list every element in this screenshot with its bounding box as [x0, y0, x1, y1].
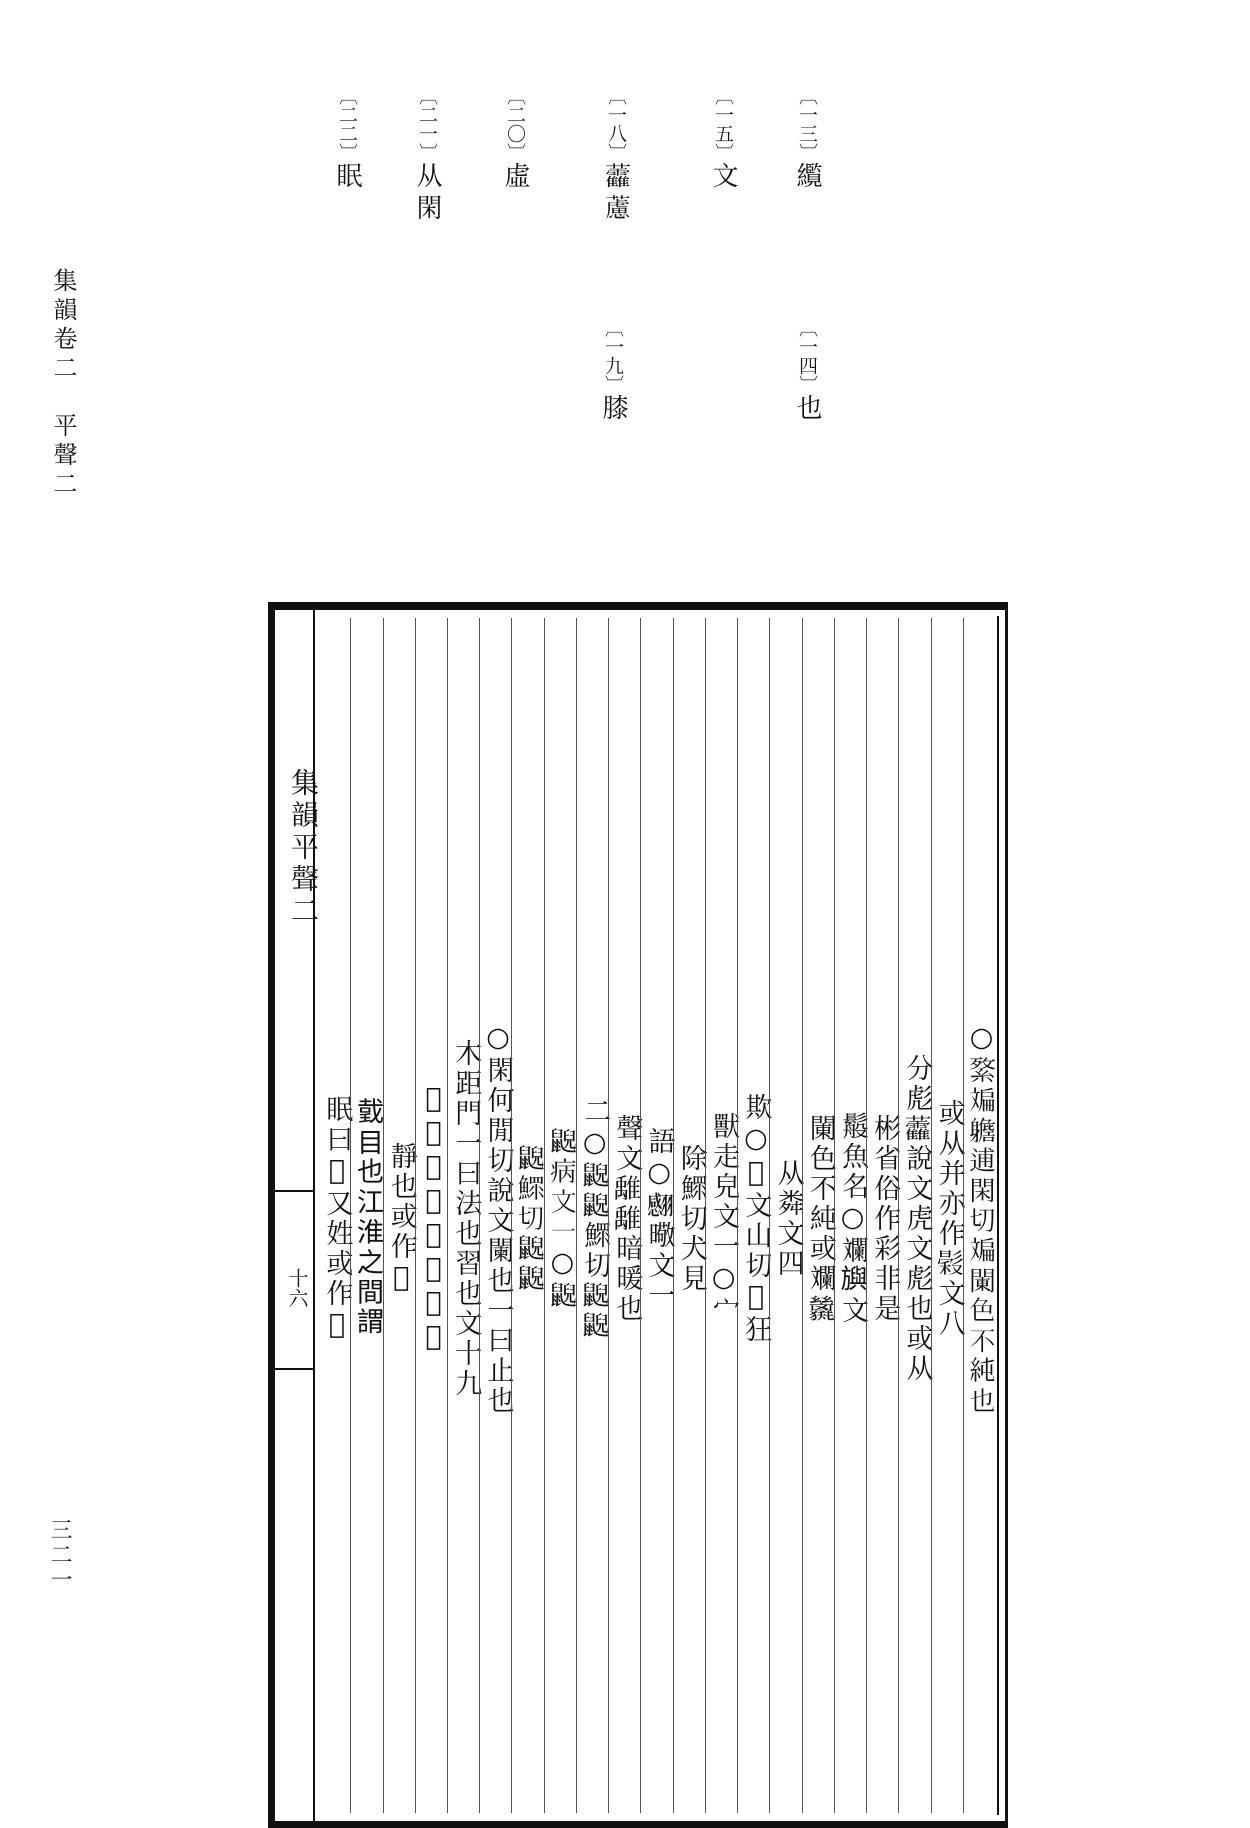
- fold-mark: [275, 1368, 315, 1370]
- column-text: 分彪𧆑說文虎文彪也或从: [901, 1053, 933, 1384]
- note-number: 〔二一〕: [416, 86, 438, 162]
- text-column: [383, 618, 415, 1813]
- column-text: 眠曰𥇆又姓或作𥇆: [321, 1094, 353, 1343]
- note-22: [329, 86, 366, 194]
- text-column: [415, 618, 450, 1813]
- fold-margin: [275, 610, 320, 1821]
- text-column: [898, 618, 933, 1813]
- column-text: 𢧜目也江淮之間謂: [353, 1098, 385, 1339]
- column-text: 𢘝𢘝說文愉也一曰: [418, 1082, 450, 1355]
- note-13: [789, 86, 826, 194]
- text-column: [673, 618, 705, 1813]
- column-text: 𪕨鰥切𪕨𪕨: [514, 1143, 546, 1294]
- note-text: 文: [708, 162, 738, 194]
- column-text: 語○𦒝曔文一: [643, 1126, 675, 1311]
- page-number: 三二一: [47, 1518, 72, 1593]
- note-text: 也: [792, 394, 822, 426]
- column-text: 木距門一曰法也習也文十九: [450, 1038, 482, 1399]
- note-text: 虛: [500, 162, 530, 194]
- column-text: 欺○𤝋文山切𤝋狂: [740, 1092, 772, 1345]
- text-column: [705, 618, 740, 1813]
- column-text: 靜也或作𢘝: [385, 1141, 417, 1296]
- text-column: [608, 618, 643, 1813]
- column-text: 从粦文四: [772, 1158, 804, 1279]
- column-text: 䦨色不純或斕𢇖: [804, 1113, 836, 1324]
- note-19: [595, 318, 632, 426]
- fold-mark: [275, 1190, 315, 1192]
- column-text: 二○𪕨𪕨鰥切𪕨𪕨: [579, 1096, 611, 1341]
- text-column: [963, 618, 995, 1813]
- column-text: 𪕨病文一○𪕨: [546, 1126, 578, 1311]
- text-column: [769, 618, 804, 1813]
- column-text: 聲文𩀌𩀌暗暖也: [611, 1113, 643, 1324]
- note-number: 〔一五〕: [712, 86, 734, 162]
- column-text: ○閑何閒切說文闌也一曰止也: [482, 1021, 514, 1416]
- note-number: 〔一四〕: [796, 318, 818, 394]
- fold-leaf-number: 十六: [285, 1268, 309, 1308]
- note-15: [705, 86, 742, 194]
- note-number: 〔一八〕: [605, 86, 627, 162]
- column-text: ○𦁘斒𨊗逋閑切斒䦨色不純也: [966, 1021, 997, 1416]
- text-column: [447, 618, 482, 1813]
- column-text: 彬省俗作彩非是: [869, 1113, 901, 1324]
- column-text: 或从并亦作𢒳文八: [933, 1098, 965, 1339]
- text-column: [640, 618, 675, 1813]
- text-columns: [319, 618, 995, 1813]
- note-21: [409, 86, 446, 226]
- note-text: 𧆑藘: [601, 162, 631, 226]
- text-column: [479, 618, 514, 1813]
- fold-title: 集韻平聲二: [287, 768, 320, 928]
- text-column: [931, 618, 963, 1813]
- running-header: 集韻卷二 平聲二: [49, 268, 77, 500]
- text-column: [511, 618, 546, 1813]
- note-text: 从閑: [412, 162, 442, 226]
- column-text: 除鰥切犬見: [675, 1143, 707, 1294]
- collation-notes: [290, 86, 830, 546]
- text-column: [350, 618, 385, 1813]
- note-text: 眠: [332, 162, 362, 194]
- text-column: [319, 618, 353, 1813]
- note-text: 䌫: [792, 162, 822, 194]
- note-text: 膝: [598, 394, 628, 426]
- column-text: 獸走皃文一○宀: [708, 1111, 740, 1326]
- text-column: [802, 618, 834, 1813]
- note-number: 〔二二〕: [336, 86, 358, 162]
- text-column: [576, 618, 611, 1813]
- note-number: 〔一三〕: [796, 86, 818, 162]
- main-text-block: [268, 602, 1008, 1828]
- text-column: [737, 618, 772, 1813]
- text-column: [834, 618, 869, 1813]
- note-18: [600, 86, 632, 226]
- note-number: 〔一九〕: [602, 318, 624, 394]
- text-column: [866, 618, 901, 1813]
- text-column: [544, 618, 576, 1813]
- note-14: [789, 318, 826, 426]
- note-20: [497, 86, 534, 194]
- note-number: 〔二〇〕: [504, 86, 526, 162]
- column-text: 䰉魚名○斕𣄣文: [837, 1111, 869, 1326]
